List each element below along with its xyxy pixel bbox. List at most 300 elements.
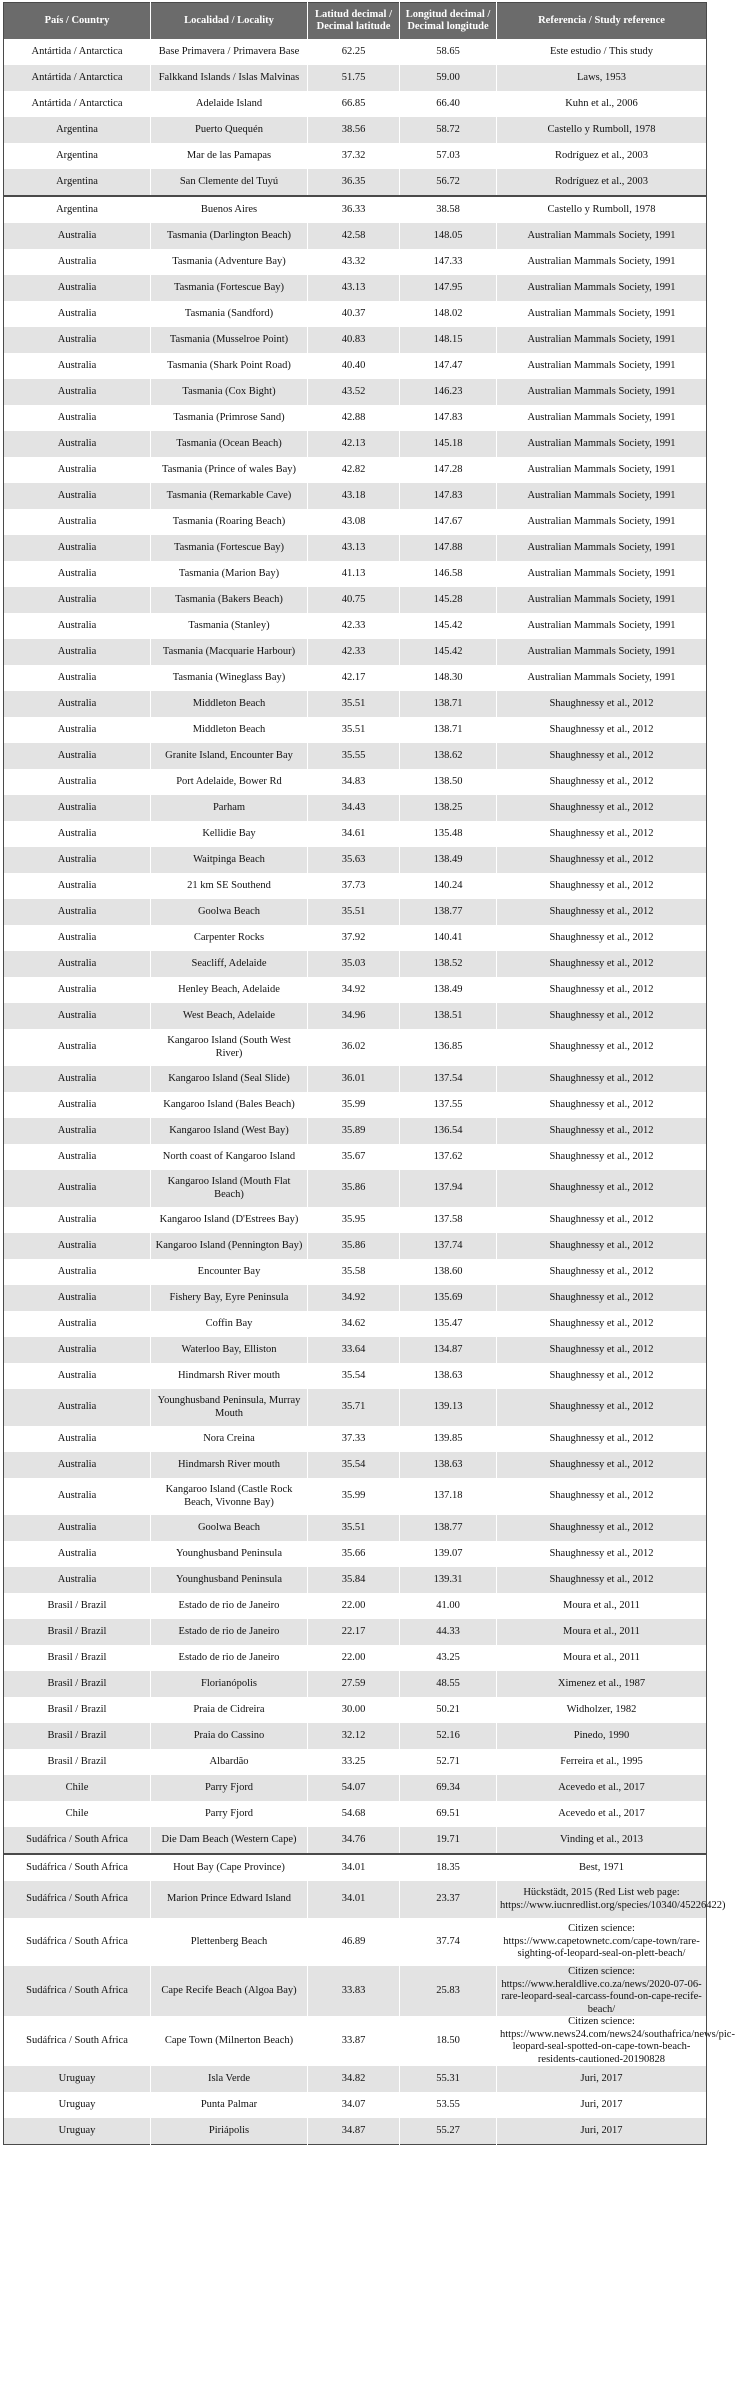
longitude-cell: 147.95: [400, 275, 497, 301]
country-cell: Australia: [4, 795, 151, 821]
locality-cell: Kellidie Bay: [151, 821, 308, 847]
reference-cell: Shaughnessy et al., 2012: [497, 795, 707, 821]
table-row: [4, 223, 707, 249]
latitude-cell: 37.32: [308, 143, 400, 169]
table-row: [4, 795, 707, 821]
country-cell: Australia: [4, 561, 151, 587]
latitude-cell: 40.83: [308, 327, 400, 353]
latitude-cell: 30.00: [308, 1697, 400, 1723]
reference-cell: Shaughnessy et al., 2012: [497, 1285, 707, 1311]
country-cell: Australia: [4, 327, 151, 353]
table-row: [4, 1801, 707, 1827]
country-cell: Argentina: [4, 196, 151, 223]
header-longitude: Longitud decimal / Decimal longitude: [400, 3, 497, 40]
longitude-cell: 147.33: [400, 249, 497, 275]
latitude-cell: 42.88: [308, 405, 400, 431]
header-latitude: Latitud decimal / Decimal latitude: [308, 3, 400, 40]
reference-cell: Australian Mammals Society, 1991: [497, 301, 707, 327]
country-cell: Australia: [4, 1541, 151, 1567]
latitude-cell: 33.25: [308, 1749, 400, 1775]
country-cell: Australia: [4, 535, 151, 561]
country-cell: Sudáfrica / South Africa: [4, 1854, 151, 1881]
longitude-cell: 19.71: [400, 1827, 497, 1854]
country-cell: Australia: [4, 951, 151, 977]
latitude-cell: 35.71: [308, 1389, 400, 1426]
locality-cell: Kangaroo Island (Mouth Flat Beach): [151, 1170, 308, 1207]
latitude-cell: 35.54: [308, 1452, 400, 1478]
country-cell: Australia: [4, 821, 151, 847]
latitude-cell: 40.37: [308, 301, 400, 327]
table-row: [4, 1233, 707, 1259]
reference-cell: Australian Mammals Society, 1991: [497, 457, 707, 483]
reference-cell: Citizen science: https://www.capetownetc.com/cape-town/rare-sighting-of-leopard-seal-on-plett-beach/: [497, 1918, 707, 1966]
table-row: [4, 561, 707, 587]
locality-cell: Cape Town (Milnerton Beach): [151, 2016, 308, 2066]
reference-cell: Australian Mammals Society, 1991: [497, 665, 707, 691]
longitude-cell: 135.69: [400, 1285, 497, 1311]
reference-cell: Shaughnessy et al., 2012: [497, 951, 707, 977]
country-cell: Australia: [4, 405, 151, 431]
table-row: [4, 1697, 707, 1723]
locality-cell: Tasmania (Wineglass Bay): [151, 665, 308, 691]
reference-cell: Shaughnessy et al., 2012: [497, 1118, 707, 1144]
table-row: [4, 1363, 707, 1389]
table-row: [4, 847, 707, 873]
longitude-cell: 138.77: [400, 1515, 497, 1541]
table-row: [4, 639, 707, 665]
locality-cell: Estado de rio de Janeiro: [151, 1645, 308, 1671]
country-cell: Sudáfrica / South Africa: [4, 1918, 151, 1966]
locality-cell: Isla Verde: [151, 2066, 308, 2092]
latitude-cell: 35.67: [308, 1144, 400, 1170]
records-table: [3, 2, 735, 2145]
country-cell: Australia: [4, 1233, 151, 1259]
table-row: [4, 1118, 707, 1144]
country-cell: Brasil / Brazil: [4, 1749, 151, 1775]
longitude-cell: 55.31: [400, 2066, 497, 2092]
country-cell: Australia: [4, 665, 151, 691]
latitude-cell: 43.32: [308, 249, 400, 275]
locality-cell: Kangaroo Island (D'Estrees Bay): [151, 1207, 308, 1233]
locality-cell: Florianópolis: [151, 1671, 308, 1697]
table-row: [4, 1426, 707, 1452]
latitude-cell: 38.56: [308, 117, 400, 143]
table-row: [4, 899, 707, 925]
latitude-cell: 35.66: [308, 1541, 400, 1567]
reference-cell: Shaughnessy et al., 2012: [497, 1337, 707, 1363]
table-row: [4, 1723, 707, 1749]
locality-cell: Henley Beach, Adelaide: [151, 977, 308, 1003]
table-row: [4, 1170, 707, 1207]
locality-cell: Coffin Bay: [151, 1311, 308, 1337]
locality-cell: Tasmania (Musselroe Point): [151, 327, 308, 353]
table-body: [4, 39, 735, 2145]
reference-cell: Australian Mammals Society, 1991: [497, 249, 707, 275]
country-cell: Australia: [4, 1478, 151, 1515]
reference-cell: Australian Mammals Society, 1991: [497, 509, 707, 535]
table-row: [4, 301, 707, 327]
longitude-cell: 50.21: [400, 1697, 497, 1723]
latitude-cell: 51.75: [308, 65, 400, 91]
locality-cell: Tasmania (Shark Point Road): [151, 353, 308, 379]
latitude-cell: 36.01: [308, 1066, 400, 1092]
latitude-cell: 37.73: [308, 873, 400, 899]
longitude-cell: 138.49: [400, 847, 497, 873]
table-row: [4, 1515, 707, 1541]
table-row: [4, 691, 707, 717]
country-cell: Australia: [4, 1452, 151, 1478]
locality-cell: Middleton Beach: [151, 691, 308, 717]
longitude-cell: 53.55: [400, 2092, 497, 2118]
locality-cell: West Beach, Adelaide: [151, 1003, 308, 1029]
table-row: [4, 535, 707, 561]
latitude-cell: 35.86: [308, 1170, 400, 1207]
reference-cell: Shaughnessy et al., 2012: [497, 1092, 707, 1118]
longitude-cell: 138.52: [400, 951, 497, 977]
locality-cell: Younghusband Peninsula: [151, 1567, 308, 1593]
longitude-cell: 137.55: [400, 1092, 497, 1118]
longitude-cell: 23.37: [400, 1881, 497, 1918]
locality-cell: Base Primavera / Primavera Base: [151, 39, 308, 65]
locality-cell: Tasmania (Adventure Bay): [151, 249, 308, 275]
latitude-cell: 34.96: [308, 1003, 400, 1029]
table-row: [4, 169, 707, 196]
locality-cell: Tasmania (Roaring Beach): [151, 509, 308, 535]
table-row: [4, 587, 707, 613]
table-row: [4, 457, 707, 483]
locality-cell: Kangaroo Island (West Bay): [151, 1118, 308, 1144]
locality-cell: Hout Bay (Cape Province): [151, 1854, 308, 1881]
country-cell: Australia: [4, 1092, 151, 1118]
table-row: [4, 1749, 707, 1775]
latitude-cell: 37.92: [308, 925, 400, 951]
longitude-cell: 138.60: [400, 1259, 497, 1285]
reference-cell: Castello y Rumboll, 1978: [497, 117, 707, 143]
table-row: [4, 717, 707, 743]
longitude-cell: 43.25: [400, 1645, 497, 1671]
reference-cell: Australian Mammals Society, 1991: [497, 587, 707, 613]
reference-cell: Shaughnessy et al., 2012: [497, 1452, 707, 1478]
country-cell: Sudáfrica / South Africa: [4, 2016, 151, 2066]
table-row: [4, 1645, 707, 1671]
table-row: [4, 2066, 707, 2092]
country-cell: Brasil / Brazil: [4, 1619, 151, 1645]
locality-cell: Tasmania (Bakers Beach): [151, 587, 308, 613]
country-cell: Antártida / Antarctica: [4, 65, 151, 91]
reference-cell: Australian Mammals Society, 1991: [497, 613, 707, 639]
longitude-cell: 139.13: [400, 1389, 497, 1426]
reference-cell: Shaughnessy et al., 2012: [497, 1259, 707, 1285]
reference-cell: Ximenez et al., 1987: [497, 1671, 707, 1697]
reference-cell: Rodríguez et al., 2003: [497, 169, 707, 196]
reference-cell: Castello y Rumboll, 1978: [497, 196, 707, 223]
longitude-cell: 52.71: [400, 1749, 497, 1775]
country-cell: Sudáfrica / South Africa: [4, 1881, 151, 1918]
latitude-cell: 36.02: [308, 1029, 400, 1066]
locality-cell: Tasmania (Sandford): [151, 301, 308, 327]
longitude-cell: 44.33: [400, 1619, 497, 1645]
latitude-cell: 43.13: [308, 535, 400, 561]
longitude-cell: 145.18: [400, 431, 497, 457]
longitude-cell: 138.63: [400, 1363, 497, 1389]
longitude-cell: 148.30: [400, 665, 497, 691]
country-cell: Brasil / Brazil: [4, 1697, 151, 1723]
reference-cell: Acevedo et al., 2017: [497, 1775, 707, 1801]
reference-cell: Australian Mammals Society, 1991: [497, 535, 707, 561]
locality-cell: Nora Creina: [151, 1426, 308, 1452]
latitude-cell: 34.76: [308, 1827, 400, 1854]
latitude-cell: 34.62: [308, 1311, 400, 1337]
longitude-cell: 138.50: [400, 769, 497, 795]
locality-cell: Kangaroo Island (Pennington Bay): [151, 1233, 308, 1259]
locality-cell: Adelaide Island: [151, 91, 308, 117]
table-row: [4, 1003, 707, 1029]
country-cell: Chile: [4, 1775, 151, 1801]
country-cell: Brasil / Brazil: [4, 1645, 151, 1671]
table-row: [4, 353, 707, 379]
table-row: [4, 977, 707, 1003]
longitude-cell: 146.58: [400, 561, 497, 587]
latitude-cell: 22.00: [308, 1645, 400, 1671]
latitude-cell: 34.82: [308, 2066, 400, 2092]
longitude-cell: 146.23: [400, 379, 497, 405]
table-row: [4, 1881, 707, 1918]
locality-cell: North coast of Kangaroo Island: [151, 1144, 308, 1170]
reference-cell: Shaughnessy et al., 2012: [497, 1170, 707, 1207]
longitude-cell: 139.85: [400, 1426, 497, 1452]
locality-cell: Granite Island, Encounter Bay: [151, 743, 308, 769]
table-row: [4, 2118, 707, 2145]
longitude-cell: 138.51: [400, 1003, 497, 1029]
table-row: [4, 405, 707, 431]
latitude-cell: 34.61: [308, 821, 400, 847]
locality-cell: Seacliff, Adelaide: [151, 951, 308, 977]
header-reference: Referencia / Study reference: [497, 3, 707, 40]
latitude-cell: 35.54: [308, 1363, 400, 1389]
locality-cell: Parry Fjord: [151, 1801, 308, 1827]
country-cell: Uruguay: [4, 2118, 151, 2145]
country-cell: Antártida / Antarctica: [4, 91, 151, 117]
reference-cell: Juri, 2017: [497, 2118, 707, 2145]
latitude-cell: 35.51: [308, 717, 400, 743]
table-row: [4, 1478, 707, 1515]
longitude-cell: 137.62: [400, 1144, 497, 1170]
latitude-cell: 35.58: [308, 1259, 400, 1285]
country-cell: Argentina: [4, 169, 151, 196]
reference-cell: Shaughnessy et al., 2012: [497, 847, 707, 873]
reference-cell: Shaughnessy et al., 2012: [497, 925, 707, 951]
reference-cell: Shaughnessy et al., 2012: [497, 1515, 707, 1541]
locality-cell: Goolwa Beach: [151, 899, 308, 925]
country-cell: Uruguay: [4, 2092, 151, 2118]
country-cell: Australia: [4, 717, 151, 743]
locality-cell: Tasmania (Fortescue Bay): [151, 535, 308, 561]
locality-cell: Younghusband Peninsula: [151, 1541, 308, 1567]
longitude-cell: 56.72: [400, 169, 497, 196]
table-row: [4, 1775, 707, 1801]
country-cell: Australia: [4, 457, 151, 483]
latitude-cell: 42.13: [308, 431, 400, 457]
longitude-cell: 140.41: [400, 925, 497, 951]
longitude-cell: 135.48: [400, 821, 497, 847]
locality-cell: Parry Fjord: [151, 1775, 308, 1801]
latitude-cell: 36.33: [308, 196, 400, 223]
latitude-cell: 37.33: [308, 1426, 400, 1452]
country-cell: Sudáfrica / South Africa: [4, 1827, 151, 1854]
latitude-cell: 35.95: [308, 1207, 400, 1233]
country-cell: Australia: [4, 483, 151, 509]
latitude-cell: 42.33: [308, 639, 400, 665]
latitude-cell: 35.51: [308, 1515, 400, 1541]
reference-cell: Moura et al., 2011: [497, 1593, 707, 1619]
country-cell: Sudáfrica / South Africa: [4, 1966, 151, 2016]
country-cell: Australia: [4, 1118, 151, 1144]
longitude-cell: 139.31: [400, 1567, 497, 1593]
table-row: [4, 91, 707, 117]
table-row: [4, 1285, 707, 1311]
table-row: [4, 509, 707, 535]
locality-cell: Marion Prince Edward Island: [151, 1881, 308, 1918]
latitude-cell: 43.08: [308, 509, 400, 535]
table-row: [4, 821, 707, 847]
longitude-cell: 148.05: [400, 223, 497, 249]
reference-cell: Rodríguez et al., 2003: [497, 143, 707, 169]
table-row: [4, 665, 707, 691]
table-row: [4, 117, 707, 143]
latitude-cell: 42.33: [308, 613, 400, 639]
locality-cell: Praia de Cidreira: [151, 1697, 308, 1723]
reference-cell: Shaughnessy et al., 2012: [497, 1567, 707, 1593]
locality-cell: Kangaroo Island (Seal Slide): [151, 1066, 308, 1092]
table-row: [4, 431, 707, 457]
table-row: [4, 1389, 707, 1426]
locality-cell: Hindmarsh River mouth: [151, 1452, 308, 1478]
latitude-cell: 66.85: [308, 91, 400, 117]
reference-cell: Ferreira et al., 1995: [497, 1749, 707, 1775]
country-cell: Australia: [4, 1259, 151, 1285]
longitude-cell: 136.54: [400, 1118, 497, 1144]
country-cell: Australia: [4, 301, 151, 327]
latitude-cell: 33.64: [308, 1337, 400, 1363]
table-row: [4, 1593, 707, 1619]
latitude-cell: 22.17: [308, 1619, 400, 1645]
longitude-cell: 18.50: [400, 2016, 497, 2066]
longitude-cell: 41.00: [400, 1593, 497, 1619]
table-row: [4, 1029, 707, 1066]
latitude-cell: 35.99: [308, 1478, 400, 1515]
table-row: [4, 1144, 707, 1170]
reference-cell: Shaughnessy et al., 2012: [497, 769, 707, 795]
latitude-cell: 22.00: [308, 1593, 400, 1619]
latitude-cell: 54.07: [308, 1775, 400, 1801]
table-row: [4, 249, 707, 275]
table-header: [4, 3, 707, 40]
latitude-cell: 35.03: [308, 951, 400, 977]
latitude-cell: 42.17: [308, 665, 400, 691]
latitude-cell: 36.35: [308, 169, 400, 196]
header-country: País / Country: [4, 3, 151, 40]
country-cell: Australia: [4, 1337, 151, 1363]
reference-cell: Shaughnessy et al., 2012: [497, 1029, 707, 1066]
table-row: [4, 65, 707, 91]
longitude-cell: 147.47: [400, 353, 497, 379]
locality-cell: Tasmania (Primrose Sand): [151, 405, 308, 431]
latitude-cell: 43.13: [308, 275, 400, 301]
latitude-cell: 34.07: [308, 2092, 400, 2118]
country-cell: Australia: [4, 1363, 151, 1389]
reference-cell: Este estudio / This study: [497, 39, 707, 65]
longitude-cell: 69.34: [400, 1775, 497, 1801]
country-cell: Australia: [4, 353, 151, 379]
table-row: [4, 39, 707, 65]
longitude-cell: 145.42: [400, 613, 497, 639]
locality-cell: Estado de rio de Janeiro: [151, 1593, 308, 1619]
locality-cell: Punta Palmar: [151, 2092, 308, 2118]
longitude-cell: 25.83: [400, 1966, 497, 2016]
locality-cell: Estado de rio de Janeiro: [151, 1619, 308, 1645]
table-row: [4, 379, 707, 405]
country-cell: Argentina: [4, 143, 151, 169]
table-row: [4, 743, 707, 769]
locality-cell: Praia do Cassino: [151, 1723, 308, 1749]
reference-cell: Kuhn et al., 2006: [497, 91, 707, 117]
latitude-cell: 35.99: [308, 1092, 400, 1118]
country-cell: Brasil / Brazil: [4, 1593, 151, 1619]
longitude-cell: 137.94: [400, 1170, 497, 1207]
reference-cell: Citizen science: https://www.news24.com/news24/southafrica/news/pic-leopard-seal-spotted-on-cape-town-beach-residents-cautioned-20190828: [497, 2016, 707, 2066]
country-cell: Antártida / Antarctica: [4, 39, 151, 65]
longitude-cell: 137.74: [400, 1233, 497, 1259]
reference-cell: Shaughnessy et al., 2012: [497, 1541, 707, 1567]
table-row: [4, 951, 707, 977]
locality-cell: Buenos Aires: [151, 196, 308, 223]
reference-cell: Shaughnessy et al., 2012: [497, 899, 707, 925]
locality-cell: Cape Recife Beach (Algoa Bay): [151, 1966, 308, 2016]
latitude-cell: 35.86: [308, 1233, 400, 1259]
table-row: [4, 483, 707, 509]
latitude-cell: 35.55: [308, 743, 400, 769]
country-cell: Australia: [4, 379, 151, 405]
country-cell: Australia: [4, 1311, 151, 1337]
longitude-cell: 58.72: [400, 117, 497, 143]
locality-cell: Puerto Quequén: [151, 117, 308, 143]
latitude-cell: 34.83: [308, 769, 400, 795]
country-cell: Brasil / Brazil: [4, 1671, 151, 1697]
locality-cell: Tasmania (Ocean Beach): [151, 431, 308, 457]
table-row: [4, 143, 707, 169]
longitude-cell: 148.15: [400, 327, 497, 353]
reference-cell: Widholzer, 1982: [497, 1697, 707, 1723]
reference-cell: Australian Mammals Society, 1991: [497, 379, 707, 405]
table-row: [4, 1918, 707, 1966]
locality-cell: Tasmania (Stanley): [151, 613, 308, 639]
latitude-cell: 46.89: [308, 1918, 400, 1966]
longitude-cell: 52.16: [400, 1723, 497, 1749]
country-cell: Australia: [4, 1567, 151, 1593]
locality-cell: Tasmania (Cox Bight): [151, 379, 308, 405]
country-cell: Australia: [4, 1389, 151, 1426]
reference-cell: Best, 1971: [497, 1854, 707, 1881]
locality-cell: Mar de las Pamapas: [151, 143, 308, 169]
longitude-cell: 58.65: [400, 39, 497, 65]
table-row: [4, 873, 707, 899]
reference-cell: Australian Mammals Society, 1991: [497, 223, 707, 249]
longitude-cell: 138.25: [400, 795, 497, 821]
longitude-cell: 147.67: [400, 509, 497, 535]
latitude-cell: 34.92: [308, 977, 400, 1003]
longitude-cell: 137.58: [400, 1207, 497, 1233]
longitude-cell: 147.83: [400, 405, 497, 431]
